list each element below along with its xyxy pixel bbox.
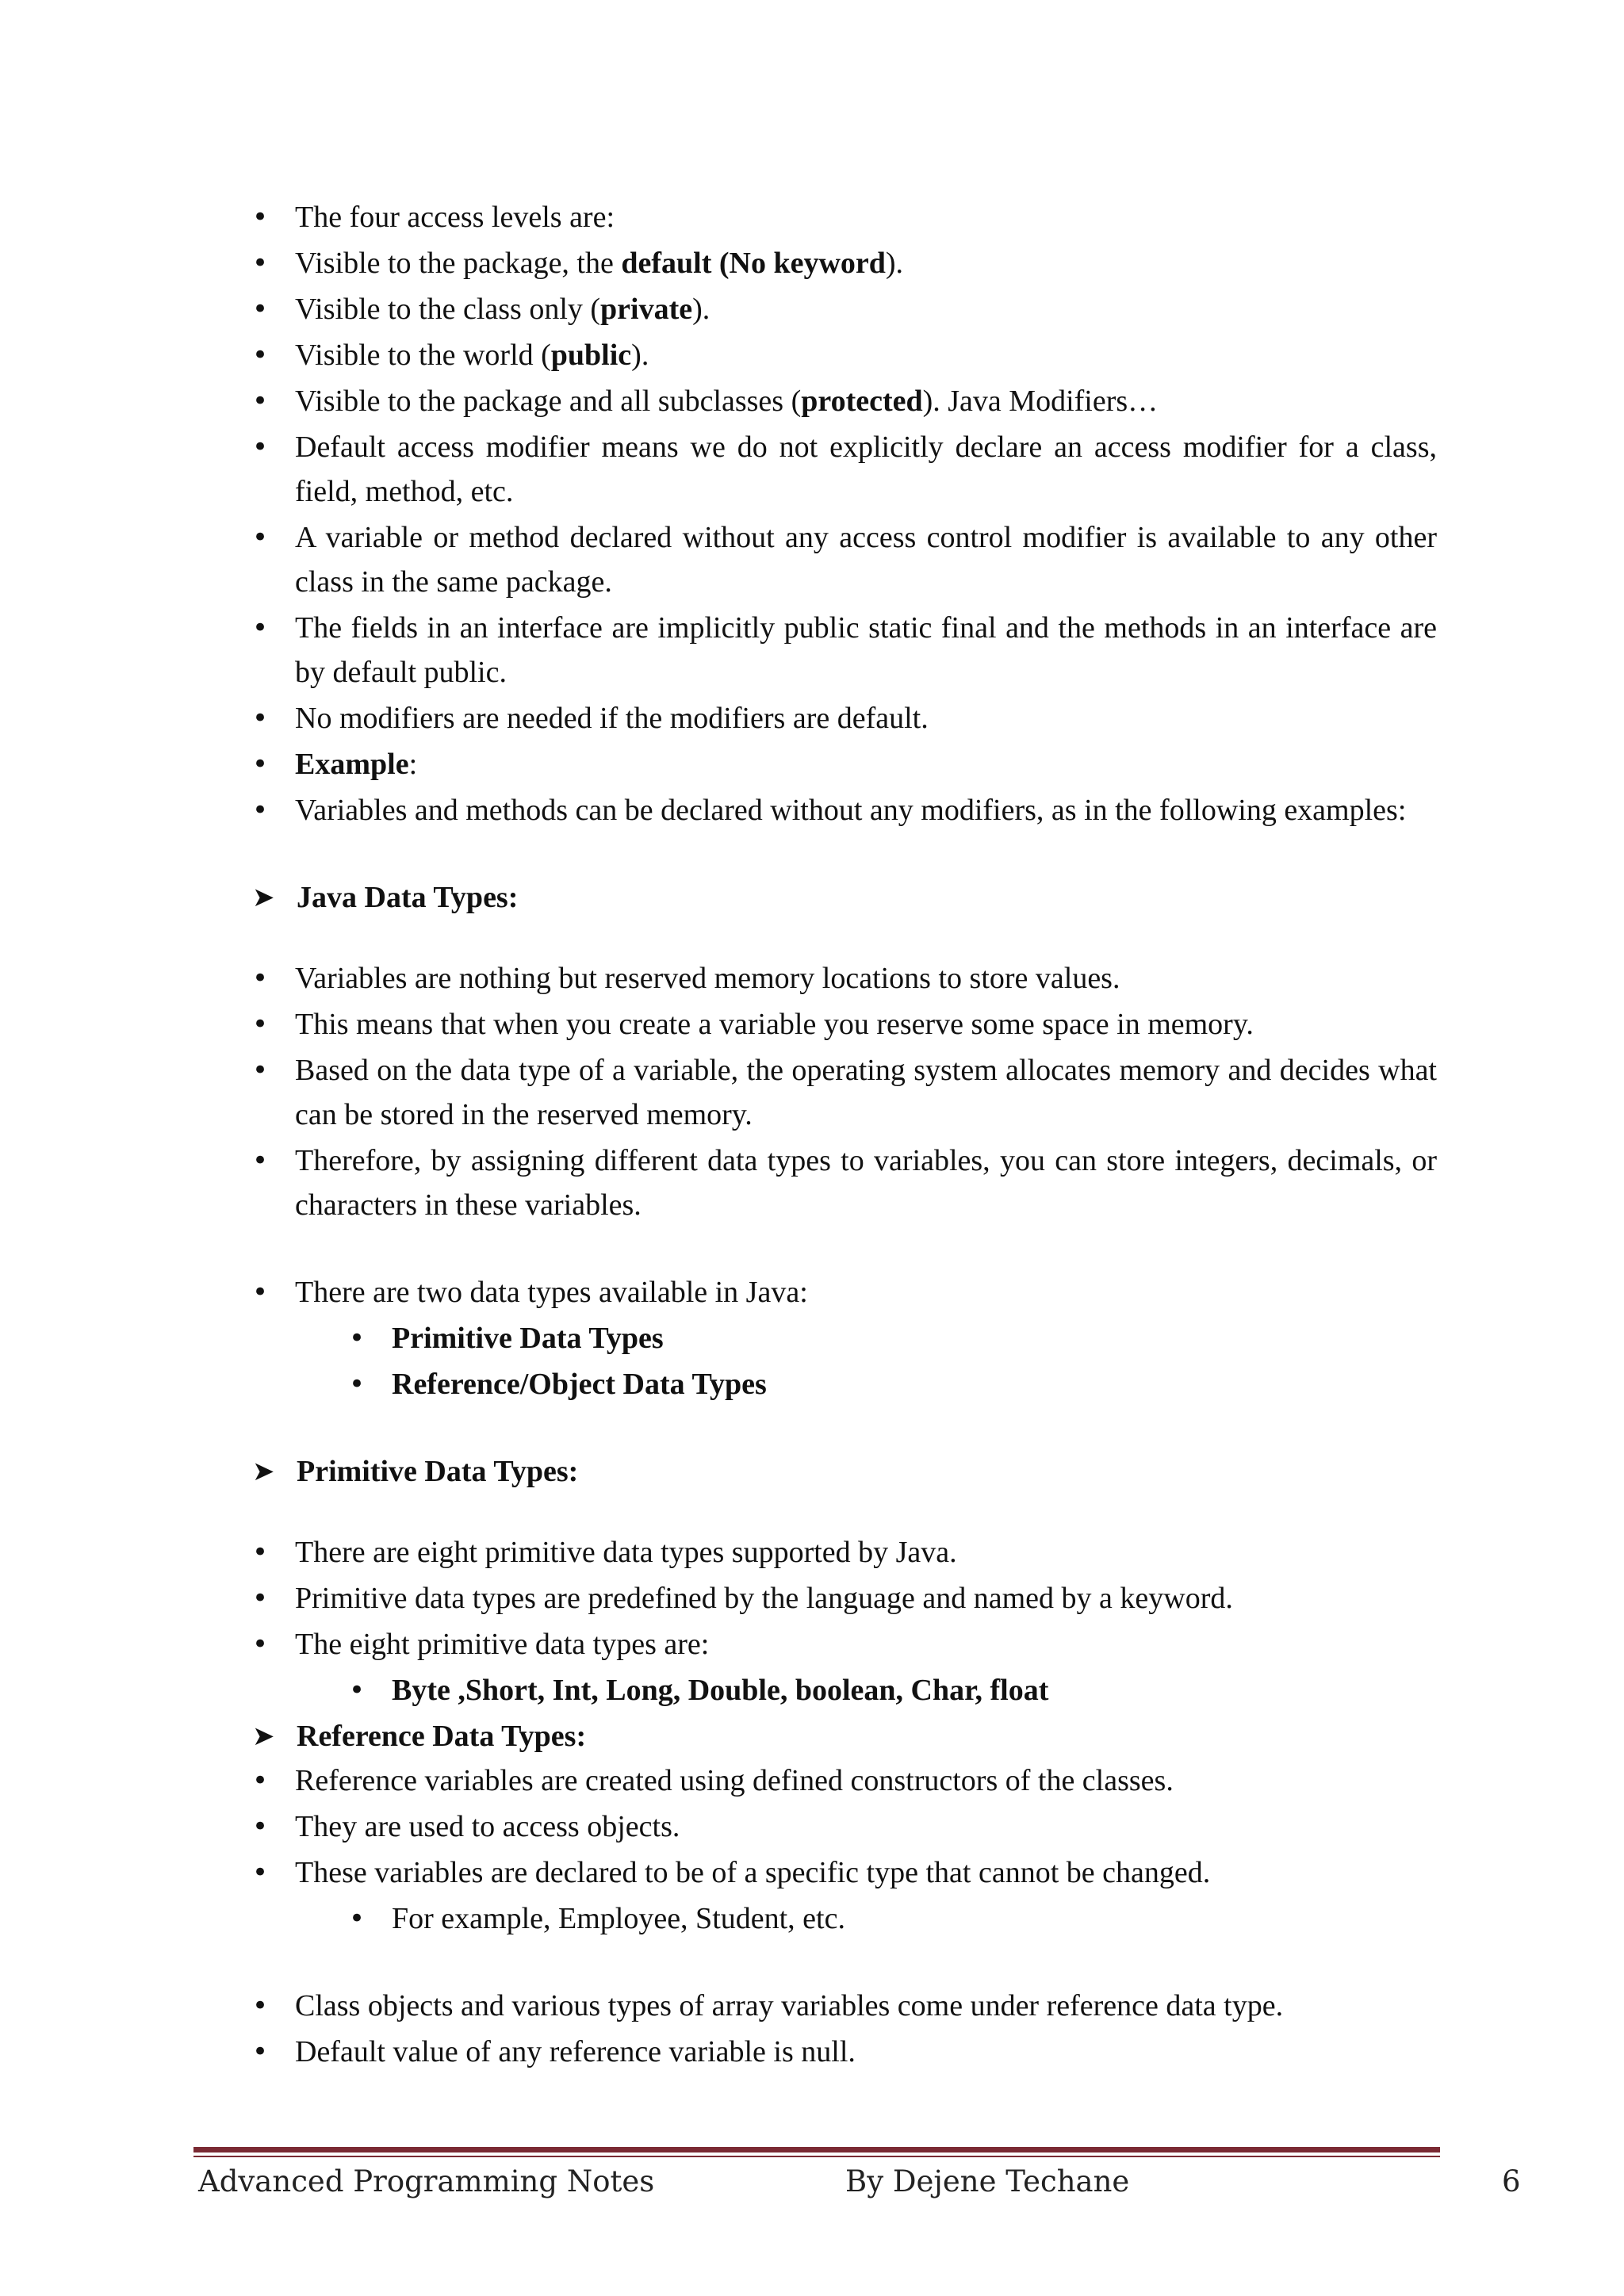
reference-example-sublist: [349, 1896, 1437, 1941]
list-item: • Visible to the world (public).: [252, 333, 1437, 377]
section-heading-reference: ➤ Reference Data Types:: [252, 1714, 1437, 1758]
list-item: • A variable or method declared without any access control modifier is available to any other class in the same package.: [252, 515, 1437, 604]
list-item: • Class objects and various types of array variables come under reference data type.: [252, 1984, 1437, 2028]
list-item: • Visible to the class only (private).: [252, 287, 1437, 331]
list-item: • Default access modifier means we do not explicitly declare an access modifier for a class, field, method, etc.: [252, 425, 1437, 514]
list-item: • No modifiers are needed if the modifiers are default.: [252, 696, 1437, 740]
list-item: • The four access levels are:: [252, 195, 1437, 239]
footer-divider: [193, 2147, 1440, 2152]
reference-notes-list: [252, 1984, 1437, 2074]
section-heading-java-data-types: ➤ Java Data Types:: [252, 875, 1437, 920]
page-content: [252, 195, 1437, 2076]
list-item: • These variables are declared to be of a specific type that cannot be changed.: [252, 1850, 1437, 1895]
list-item: • Variables are nothing but reserved memory locations to store values.: [252, 956, 1437, 1001]
footer-divider-thin: [193, 2156, 1440, 2157]
list-item: • For example, Employee, Student, etc.: [349, 1896, 1437, 1941]
reference-list: [252, 1758, 1437, 1895]
list-item: • Visible to the package and all subclasses (protected). Java Modifiers…: [252, 379, 1437, 423]
page-number: 6: [1502, 2164, 1521, 2198]
arrow-bullet-icon: ➤: [252, 882, 275, 913]
list-item: • Variables and methods can be declared without any modifiers, as in the following examples:: [252, 788, 1437, 832]
footer-title: Advanced Programming Notes: [198, 2164, 655, 2198]
arrow-bullet-icon: ➤: [252, 1456, 275, 1487]
page-footer: [0, 2164, 1624, 2212]
list-item: • Primitive data types are predefined by the language and named by a keyword.: [252, 1576, 1437, 1621]
primitive-types-sublist: [349, 1668, 1437, 1712]
section-heading-primitive: ➤ Primitive Data Types:: [252, 1449, 1437, 1494]
list-item: • This means that when you create a variable you reserve some space in memory.: [252, 1002, 1437, 1047]
list-item: • They are used to access objects.: [252, 1804, 1437, 1849]
list-item: • Reference variables are created using defined constructors of the classes.: [252, 1758, 1437, 1803]
list-item: • Default value of any reference variable is null.: [252, 2030, 1437, 2074]
access-levels-list: [252, 195, 1437, 832]
list-item: • The fields in an interface are implicitly public static final and the methods in an interface are by default public.: [252, 606, 1437, 695]
data-types-list: [252, 956, 1437, 1227]
list-item: • There are two data types available in Java:: [252, 1270, 1437, 1314]
data-types-sublist: [349, 1316, 1437, 1406]
list-item: • Primitive Data Types: [349, 1316, 1437, 1360]
arrow-bullet-icon: ➤: [252, 1720, 275, 1752]
list-item: • Visible to the package, the default (No keyword).: [252, 241, 1437, 285]
primitive-list: [252, 1530, 1437, 1667]
list-item: • Reference/Object Data Types: [349, 1362, 1437, 1406]
list-item: • Therefore, by assigning different data types to variables, you can store integers, decimals, or characters in these variables.: [252, 1138, 1437, 1227]
list-item: • Based on the data type of a variable, the operating system allocates memory and decides what can be stored in the reserved memory.: [252, 1048, 1437, 1137]
footer-author: By Dejene Techane: [845, 2164, 1130, 2198]
list-item: • Byte ,Short, Int, Long, Double, boolean, Char, float: [349, 1668, 1437, 1712]
list-item: • The eight primitive data types are:: [252, 1622, 1437, 1667]
two-data-types-list: [252, 1270, 1437, 1314]
list-item: • There are eight primitive data types supported by Java.: [252, 1530, 1437, 1575]
list-item: • Example:: [252, 742, 1437, 786]
